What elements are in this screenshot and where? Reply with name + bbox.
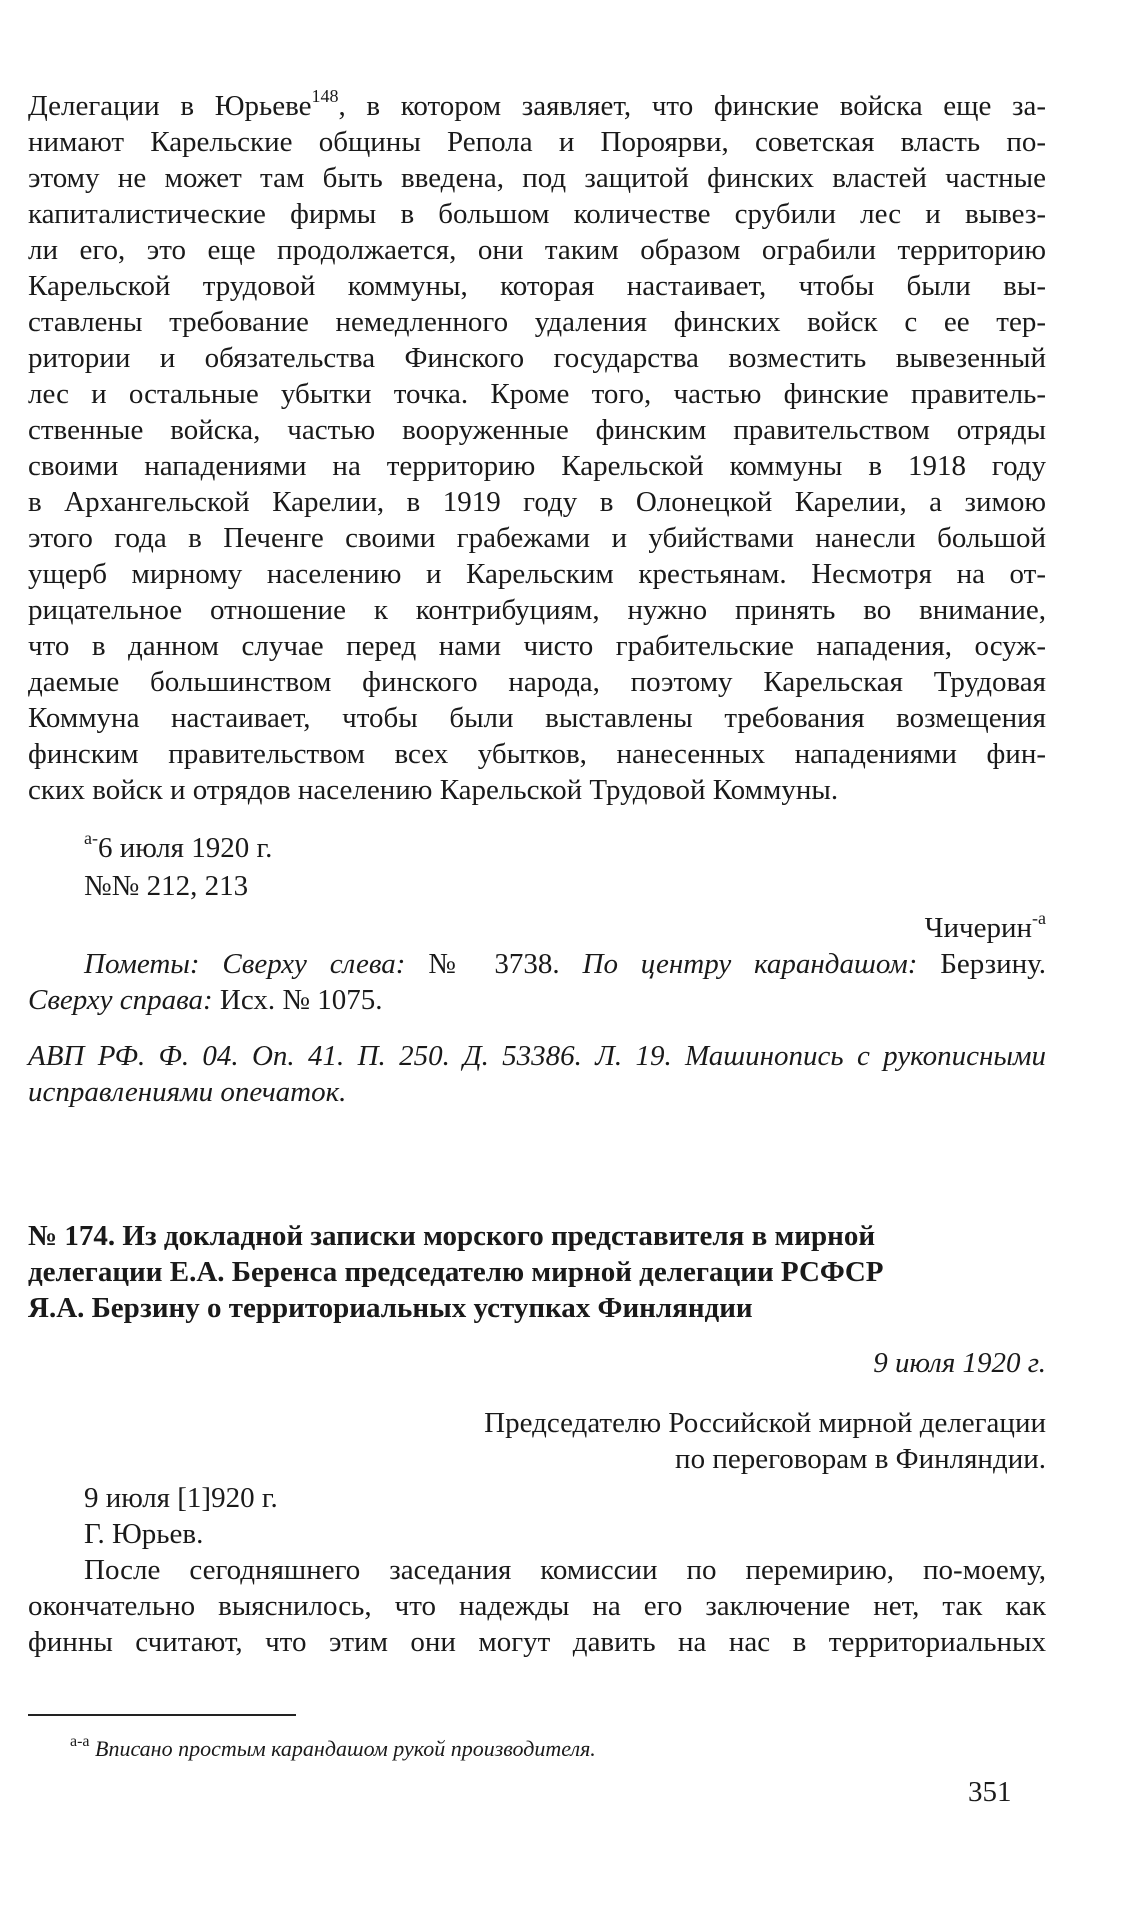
text-line: капиталистические фирмы в большом количестве срубили лес и вывез-: [28, 198, 1046, 230]
text-line: исправлениями опечаток.: [28, 1076, 347, 1108]
editorial-marker: а-: [84, 828, 98, 849]
text-line: Карельской трудовой коммуны, которая настаивает, чтобы были вы-: [28, 270, 1046, 302]
text-line: своими нападениями на территорию Карельской коммуны в 1918 году: [28, 450, 1046, 482]
page-number: 351: [968, 1776, 1012, 1808]
document-heading: [28, 1218, 1046, 1326]
footnote: [70, 1732, 596, 1763]
text-line: этому не может там быть введена, под защитой финских властей частные: [28, 162, 1046, 194]
text-line: Сверху справа: Исх. № 1075.: [28, 984, 383, 1016]
text-line: этого года в Печенге своими грабежами и убийствами нанесли большой: [28, 522, 1046, 554]
text-line: финны считают, что этим они могут давить на нас в территориальных: [28, 1626, 1046, 1658]
text-line: Делегации в Юрьеве$^{148}$, в котором заявляет, что финские войска еще за-: [28, 86, 1046, 122]
text-line: рицательное отношение к контрибуциям, нужно принять во внимание,: [28, 594, 1046, 626]
text-line: После сегодняшнего заседания комиссии по перемирию, по-моему,: [84, 1554, 1046, 1586]
text-line: ставлены требование немедленного удаления финских войск с ее тер-: [28, 306, 1046, 338]
text-line: АВП РФ. Ф. 04. Оп. 41. П. 250. Д. 53386. Л. 19. Машинопись с рукописными: [28, 1040, 1046, 1072]
paragraph-letter: [28, 1552, 1046, 1660]
text-line: Пометы: Сверху слева: № 3738. По центру карандашом: Берзину.: [84, 948, 1046, 980]
heading-line: делегации Е.А. Беренса председателю мирной делегации РСФСР: [28, 1256, 884, 1288]
paragraph-continuation: [28, 88, 1046, 808]
text-line: Коммуна настаивает, чтобы были выставлены требования возмещения: [28, 702, 1046, 734]
footnote-divider: [28, 1714, 296, 1716]
addressee-line: Председателю Российской мирной делегации: [484, 1407, 1046, 1439]
notes-label: Сверху справа:: [28, 984, 213, 1016]
notes-label: По центру карандашом:: [582, 948, 918, 980]
text-line: ских войск и отрядов населению Карельской Трудовой Коммуны.: [28, 774, 839, 806]
text-line: нимают Карельские общины Репола и Пороярви, советская власть по-: [28, 126, 1046, 158]
letter-date: 9 июля [1]920 г.: [84, 1482, 278, 1514]
telegram-date: $^{а-}$6 июля 1920 г.: [84, 828, 273, 864]
text-line: что в данном случае перед нами чисто грабительские нападения, осуж-: [28, 630, 1046, 662]
footnote-text: Вписано простым карандашом рукой производителя.: [89, 1736, 596, 1761]
text-line: в Архангельской Карелии, в 1919 году в Олонецкой Карелии, а зимою: [28, 486, 1046, 518]
text-line: ли его, это еще продолжается, они таким образом ограбили территорию: [28, 234, 1046, 266]
footnote-reference: 148: [311, 86, 339, 107]
text-line: ущерб мирному населению и Карельским крестьянам. Несмотря на от-: [28, 558, 1046, 590]
text-line: окончательно выяснилось, что надежды на его заключение нет, так как: [28, 1590, 1046, 1622]
letter-place: Г. Юрьев.: [84, 1518, 204, 1550]
notes-label: Пометы: Сверху слева:: [84, 948, 406, 980]
addressee: [28, 1405, 1046, 1477]
editorial-marker: -а: [1032, 908, 1046, 929]
footnote-marker: а-а: [70, 1732, 90, 1750]
text-line: ственные войска, частью вооруженные финским правительством отряды: [28, 414, 1046, 446]
document-date: 9 июля 1920 г.: [873, 1347, 1046, 1379]
text-line: ритории и обязательства Финского государства возместить вывезенный: [28, 342, 1046, 374]
heading-line: № 174. Из докладной записки морского представителя в мирной: [28, 1220, 876, 1252]
archive-reference: [28, 1038, 1046, 1110]
heading-line: Я.А. Берзину о территориальных уступках Финляндии: [28, 1292, 753, 1324]
text-line: даемые большинством финского народа, поэтому Карельская Трудовая: [28, 666, 1046, 698]
signature: Чичерин$^{-а}$: [924, 908, 1046, 944]
addressee-line: по переговорам в Финляндии.: [675, 1443, 1046, 1475]
text-line: финским правительством всех убытков, нанесенных нападениями фин-: [28, 738, 1046, 770]
document-notes: [28, 946, 1046, 1018]
text-line: лес и остальные убытки точка. Кроме того, частью финские правитель-: [28, 378, 1046, 410]
telegram-numbers: №№ 212, 213: [84, 870, 249, 902]
